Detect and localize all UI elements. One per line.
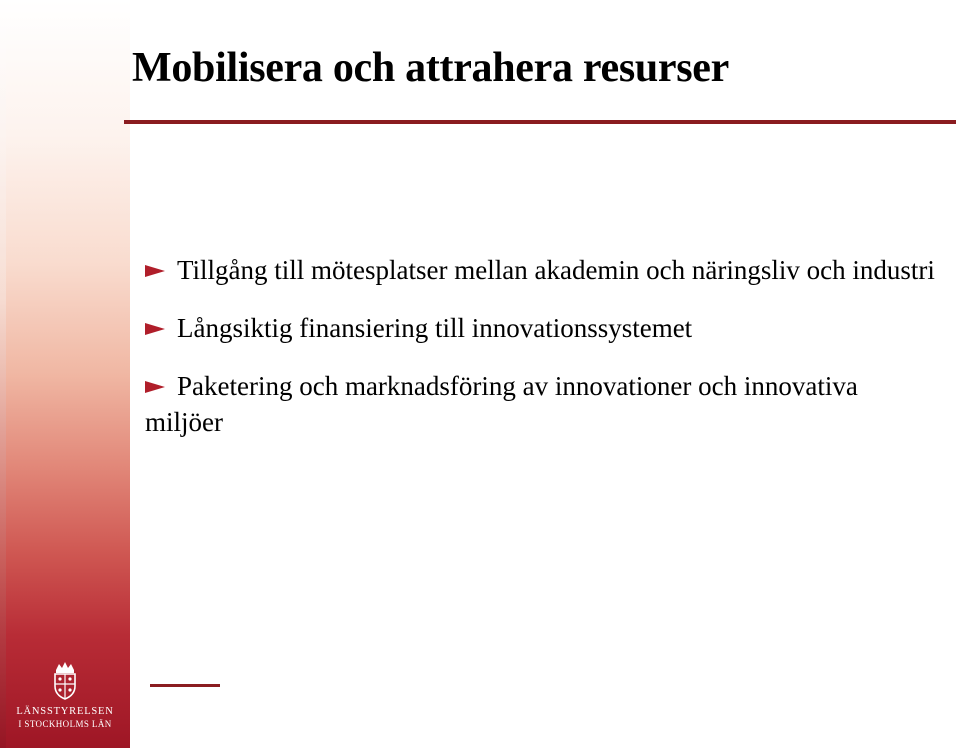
bullet-item (145, 368, 935, 440)
lansstyrelsen-logo (8, 660, 122, 746)
bullet-text: Paketering och marknadsföring av innovationer och innovativa miljöer (145, 371, 858, 437)
triangle-bullet-icon (145, 381, 165, 393)
left-band-edge (0, 0, 6, 748)
logo-name: LÄNSSTYRELSEN (16, 706, 114, 717)
crown-crest-icon (50, 660, 80, 700)
triangle-bullet-icon (145, 323, 165, 335)
bullet-list (145, 252, 935, 462)
title-divider (124, 120, 956, 124)
left-gradient-band (0, 0, 130, 748)
bullet-text: Långsiktig finansiering till innovationssystemet (177, 313, 693, 343)
footer-dash (150, 684, 220, 687)
bullet-text: Tillgång till mötesplatser mellan akademin och näringsliv och industri (177, 255, 935, 285)
triangle-bullet-icon (145, 265, 165, 277)
bullet-item (145, 252, 935, 288)
logo-region: I STOCKHOLMS LÄN (18, 719, 112, 729)
bullet-item (145, 310, 935, 346)
slide-title: Mobilisera och attrahera resurser (132, 45, 729, 91)
